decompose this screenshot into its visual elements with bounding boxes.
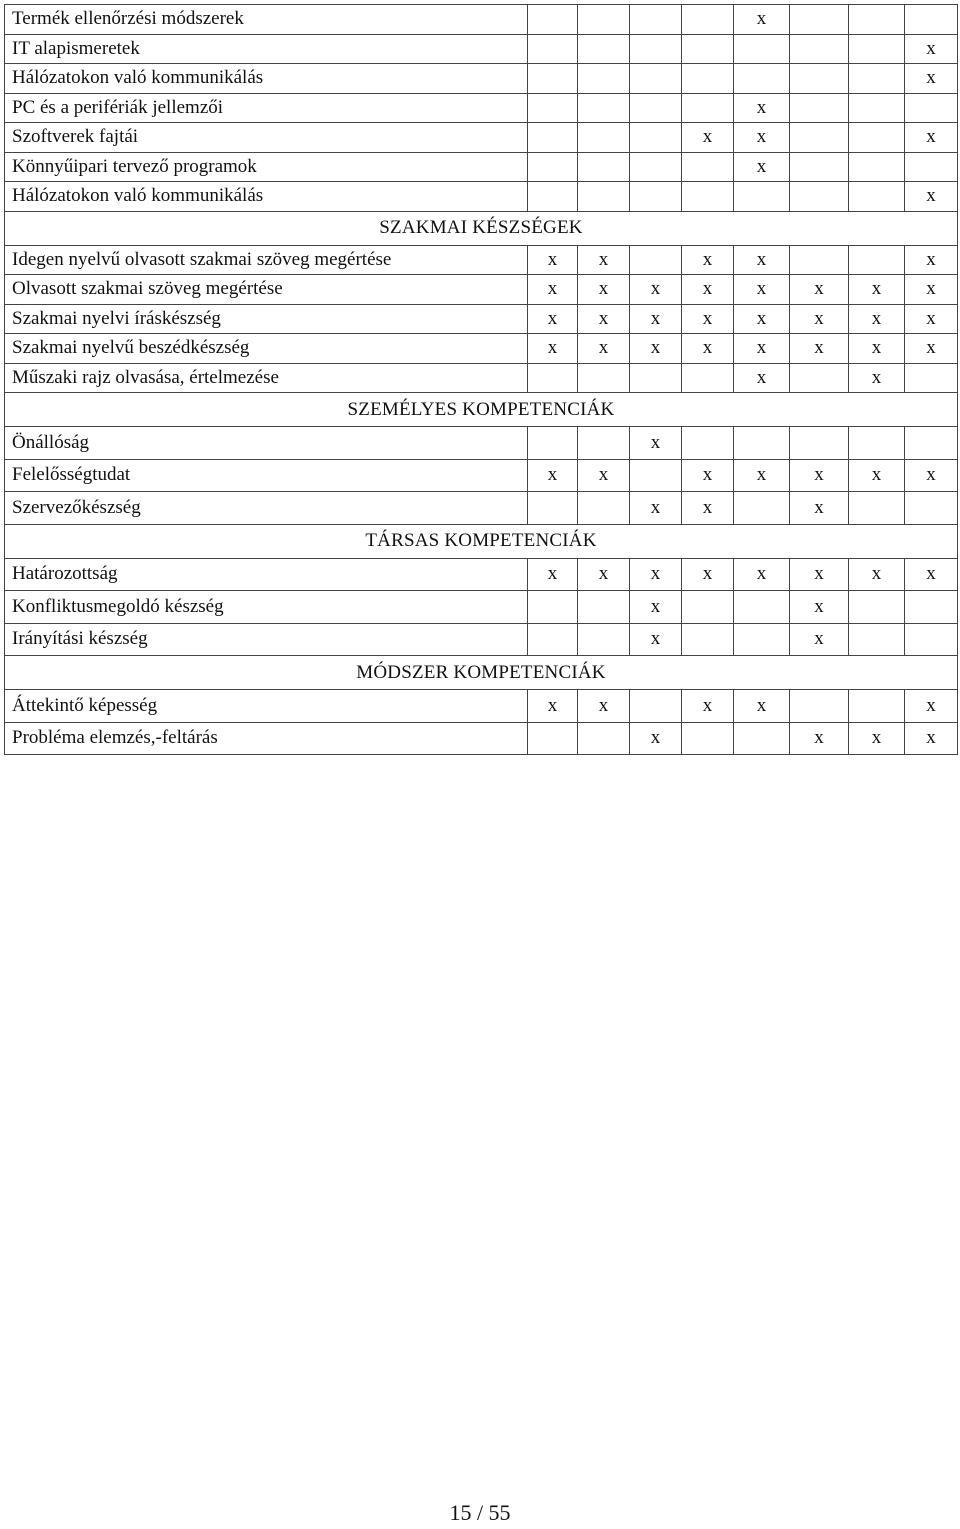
mark-cell [790,34,849,64]
mark-cell [849,93,905,123]
mark-cell [849,64,905,94]
mark-cell [630,152,682,182]
mark-cell [682,182,734,212]
mark-cell: x [905,245,958,275]
table-row [5,690,958,723]
row-label: Szakmai nyelvi íráskészség [5,304,528,334]
mark-cell: x [734,459,790,492]
mark-cell: x [630,623,682,656]
table-row [5,304,958,334]
mark-cell: x [905,182,958,212]
row-label: IT alapismeretek [5,34,528,64]
mark-cell [578,123,630,153]
mark-cell [630,123,682,153]
table-row [5,363,958,393]
row-label: Termék ellenőrzési módszerek [5,5,528,35]
mark-cell [734,34,790,64]
mark-cell: x [682,304,734,334]
mark-cell: x [682,245,734,275]
mark-cell: x [849,304,905,334]
mark-cell: x [849,459,905,492]
mark-cell [849,182,905,212]
mark-cell [528,5,578,35]
mark-cell [630,64,682,94]
mark-cell: x [528,334,578,364]
section-header-row [5,656,958,690]
row-label: Probléma elemzés,-feltárás [5,722,528,755]
table-row [5,722,958,755]
mark-cell [528,64,578,94]
mark-cell [849,245,905,275]
mark-cell: x [528,459,578,492]
mark-cell [849,690,905,723]
mark-cell [528,182,578,212]
mark-cell: x [734,93,790,123]
mark-cell [790,123,849,153]
mark-cell: x [630,591,682,624]
row-label: Konfliktusmegoldó készség [5,591,528,624]
mark-cell: x [849,334,905,364]
section-header: MÓDSZER KOMPETENCIÁK [5,656,958,690]
section-header: TÁRSAS KOMPETENCIÁK [5,524,958,558]
mark-cell [849,427,905,460]
table-row [5,34,958,64]
mark-cell [578,363,630,393]
mark-cell [578,427,630,460]
mark-cell: x [734,152,790,182]
mark-cell [849,623,905,656]
table-row [5,591,958,624]
mark-cell [905,5,958,35]
row-label: Szervezőkészség [5,492,528,525]
mark-cell [528,123,578,153]
mark-cell [905,93,958,123]
mark-cell [630,245,682,275]
mark-cell [790,427,849,460]
row-label: Áttekintő képesség [5,690,528,723]
mark-cell [578,64,630,94]
section-header-row [5,393,958,427]
mark-cell [578,623,630,656]
mark-cell [682,152,734,182]
table-row [5,93,958,123]
mark-cell [905,591,958,624]
mark-cell [849,34,905,64]
mark-cell [905,492,958,525]
mark-cell [849,123,905,153]
row-label: Könnyűipari tervező programok [5,152,528,182]
mark-cell: x [849,558,905,591]
mark-cell: x [682,334,734,364]
mark-cell [790,64,849,94]
mark-cell: x [578,558,630,591]
mark-cell [578,591,630,624]
mark-cell: x [630,304,682,334]
mark-cell: x [578,690,630,723]
mark-cell: x [790,304,849,334]
mark-cell [790,363,849,393]
row-label: Szoftverek fajtái [5,123,528,153]
mark-cell: x [630,558,682,591]
mark-cell: x [682,123,734,153]
row-label: Szakmai nyelvű beszédkészség [5,334,528,364]
mark-cell: x [578,459,630,492]
mark-cell: x [790,558,849,591]
section-header: SZAKMAI KÉSZSÉGEK [5,211,958,245]
table-row [5,275,958,305]
mark-cell: x [905,690,958,723]
mark-cell: x [528,304,578,334]
mark-cell: x [905,275,958,305]
mark-cell: x [790,492,849,525]
mark-cell [630,690,682,723]
mark-cell: x [790,459,849,492]
mark-cell [528,722,578,755]
mark-cell: x [734,304,790,334]
mark-cell [528,152,578,182]
mark-cell [905,427,958,460]
mark-cell [734,722,790,755]
mark-cell [734,492,790,525]
table-row [5,245,958,275]
mark-cell: x [905,558,958,591]
mark-cell [578,5,630,35]
mark-cell: x [630,427,682,460]
mark-cell [528,623,578,656]
page-number: 15 / 55 [449,1500,511,1525]
mark-cell [682,623,734,656]
mark-cell [682,5,734,35]
row-label: Hálózatokon való kommunikálás [5,64,528,94]
mark-cell: x [528,275,578,305]
mark-cell [790,182,849,212]
mark-cell: x [905,64,958,94]
table-row [5,334,958,364]
mark-cell: x [528,245,578,275]
table-row [5,427,958,460]
row-label: Idegen nyelvű olvasott szakmai szöveg megértése [5,245,528,275]
mark-cell [528,427,578,460]
mark-cell [905,363,958,393]
mark-cell: x [630,492,682,525]
section-header: SZEMÉLYES KOMPETENCIÁK [5,393,958,427]
mark-cell [528,492,578,525]
mark-cell: x [734,5,790,35]
mark-cell [790,5,849,35]
mark-cell: x [734,558,790,591]
mark-cell [578,722,630,755]
mark-cell: x [630,722,682,755]
mark-cell: x [734,363,790,393]
table-row [5,182,958,212]
mark-cell: x [790,275,849,305]
mark-cell [790,245,849,275]
mark-cell [578,182,630,212]
mark-cell: x [734,275,790,305]
mark-cell: x [734,690,790,723]
mark-cell [682,722,734,755]
mark-cell: x [682,558,734,591]
row-label: Hálózatokon való kommunikálás [5,182,528,212]
mark-cell: x [905,459,958,492]
mark-cell [630,34,682,64]
mark-cell [734,623,790,656]
section-header-row [5,524,958,558]
mark-cell: x [849,275,905,305]
mark-cell [630,363,682,393]
mark-cell [630,93,682,123]
row-label: Irányítási készség [5,623,528,656]
mark-cell: x [849,722,905,755]
mark-cell [528,591,578,624]
row-label: Felelősségtudat [5,459,528,492]
mark-cell: x [578,245,630,275]
mark-cell [790,93,849,123]
table-row [5,64,958,94]
mark-cell [682,64,734,94]
mark-cell: x [790,722,849,755]
mark-cell: x [849,363,905,393]
mark-cell [905,152,958,182]
mark-cell [578,93,630,123]
table-row [5,492,958,525]
mark-cell: x [734,245,790,275]
row-label: Önállóság [5,427,528,460]
mark-cell [849,492,905,525]
mark-cell: x [734,334,790,364]
mark-cell: x [630,275,682,305]
mark-cell [630,459,682,492]
mark-cell [905,623,958,656]
table-row [5,123,958,153]
mark-cell [849,152,905,182]
mark-cell [682,591,734,624]
row-label: PC és a perifériák jellemzői [5,93,528,123]
mark-cell: x [528,690,578,723]
mark-cell: x [682,459,734,492]
row-label: Műszaki rajz olvasása, értelmezése [5,363,528,393]
table-row [5,459,958,492]
mark-cell [734,182,790,212]
mark-cell: x [905,722,958,755]
mark-cell [734,427,790,460]
mark-cell [578,34,630,64]
mark-cell: x [682,492,734,525]
row-label: Olvasott szakmai szöveg megértése [5,275,528,305]
mark-cell [734,591,790,624]
table-row [5,558,958,591]
mark-cell: x [790,334,849,364]
mark-cell [682,93,734,123]
mark-cell [528,93,578,123]
mark-cell: x [630,334,682,364]
table-row [5,623,958,656]
mark-cell [682,427,734,460]
table-row [5,152,958,182]
competency-table [4,4,958,755]
mark-cell [790,152,849,182]
mark-cell: x [790,591,849,624]
mark-cell: x [578,304,630,334]
mark-cell: x [682,690,734,723]
mark-cell: x [528,558,578,591]
mark-cell: x [905,304,958,334]
mark-cell [682,34,734,64]
mark-cell: x [905,34,958,64]
table-row [5,5,958,35]
mark-cell: x [682,275,734,305]
section-header-row [5,211,958,245]
mark-cell [630,182,682,212]
mark-cell [578,152,630,182]
mark-cell [790,690,849,723]
mark-cell [528,34,578,64]
mark-cell [734,64,790,94]
mark-cell [682,363,734,393]
mark-cell: x [905,123,958,153]
mark-cell [528,363,578,393]
mark-cell [849,5,905,35]
mark-cell [849,591,905,624]
mark-cell: x [905,334,958,364]
mark-cell: x [578,334,630,364]
mark-cell: x [734,123,790,153]
mark-cell: x [578,275,630,305]
row-label: Határozottság [5,558,528,591]
mark-cell [578,492,630,525]
competency-table-body [5,5,958,755]
mark-cell: x [790,623,849,656]
mark-cell [630,5,682,35]
